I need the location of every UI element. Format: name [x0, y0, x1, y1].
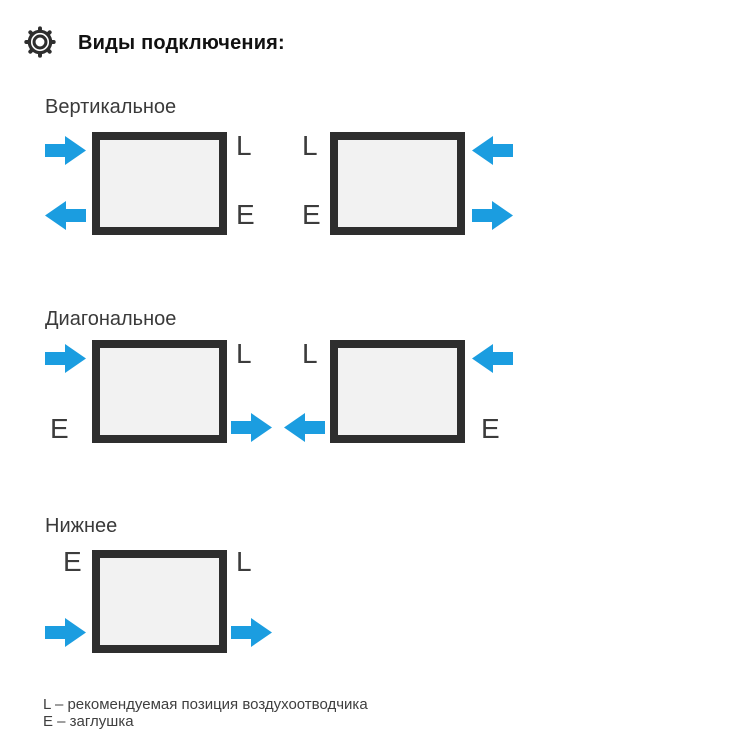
legend-plug: E – заглушка [43, 713, 134, 730]
arrow-right-icon [231, 413, 272, 442]
air-vent-label: L [302, 338, 318, 369]
plug-label: E [63, 546, 82, 577]
radiator-body [92, 550, 227, 653]
plug-label: E [50, 413, 69, 444]
radiator-body [330, 132, 465, 235]
arrow-right-icon [472, 201, 513, 230]
arrow-right-icon [45, 618, 86, 647]
section-title-diagonal: Диагональное [45, 308, 177, 330]
radiator-body [92, 132, 227, 235]
arrow-left-icon [284, 413, 325, 442]
arrow-left-icon [472, 344, 513, 373]
arrow-right-icon [231, 618, 272, 647]
arrow-right-icon [45, 344, 86, 373]
gear-icon [23, 25, 57, 64]
section-title-bottom: Нижнее [45, 515, 118, 537]
plug-label: E [481, 413, 500, 444]
legend-air-vent: L – рекомендуемая позиция воздухоотводчика [43, 696, 368, 713]
page-title: Виды подключения: [78, 32, 285, 54]
arrow-left-icon [472, 136, 513, 165]
arrow-left-icon [45, 201, 86, 230]
air-vent-label: L [236, 546, 252, 577]
plug-label: E [236, 199, 255, 230]
air-vent-label: L [236, 338, 252, 369]
air-vent-label: L [302, 130, 318, 161]
radiator-body [330, 340, 465, 443]
air-vent-label: L [236, 130, 252, 161]
arrow-right-icon [45, 136, 86, 165]
plug-label: E [302, 199, 321, 230]
radiator-body [92, 340, 227, 443]
section-title-vertical: Вертикальное [45, 96, 177, 118]
